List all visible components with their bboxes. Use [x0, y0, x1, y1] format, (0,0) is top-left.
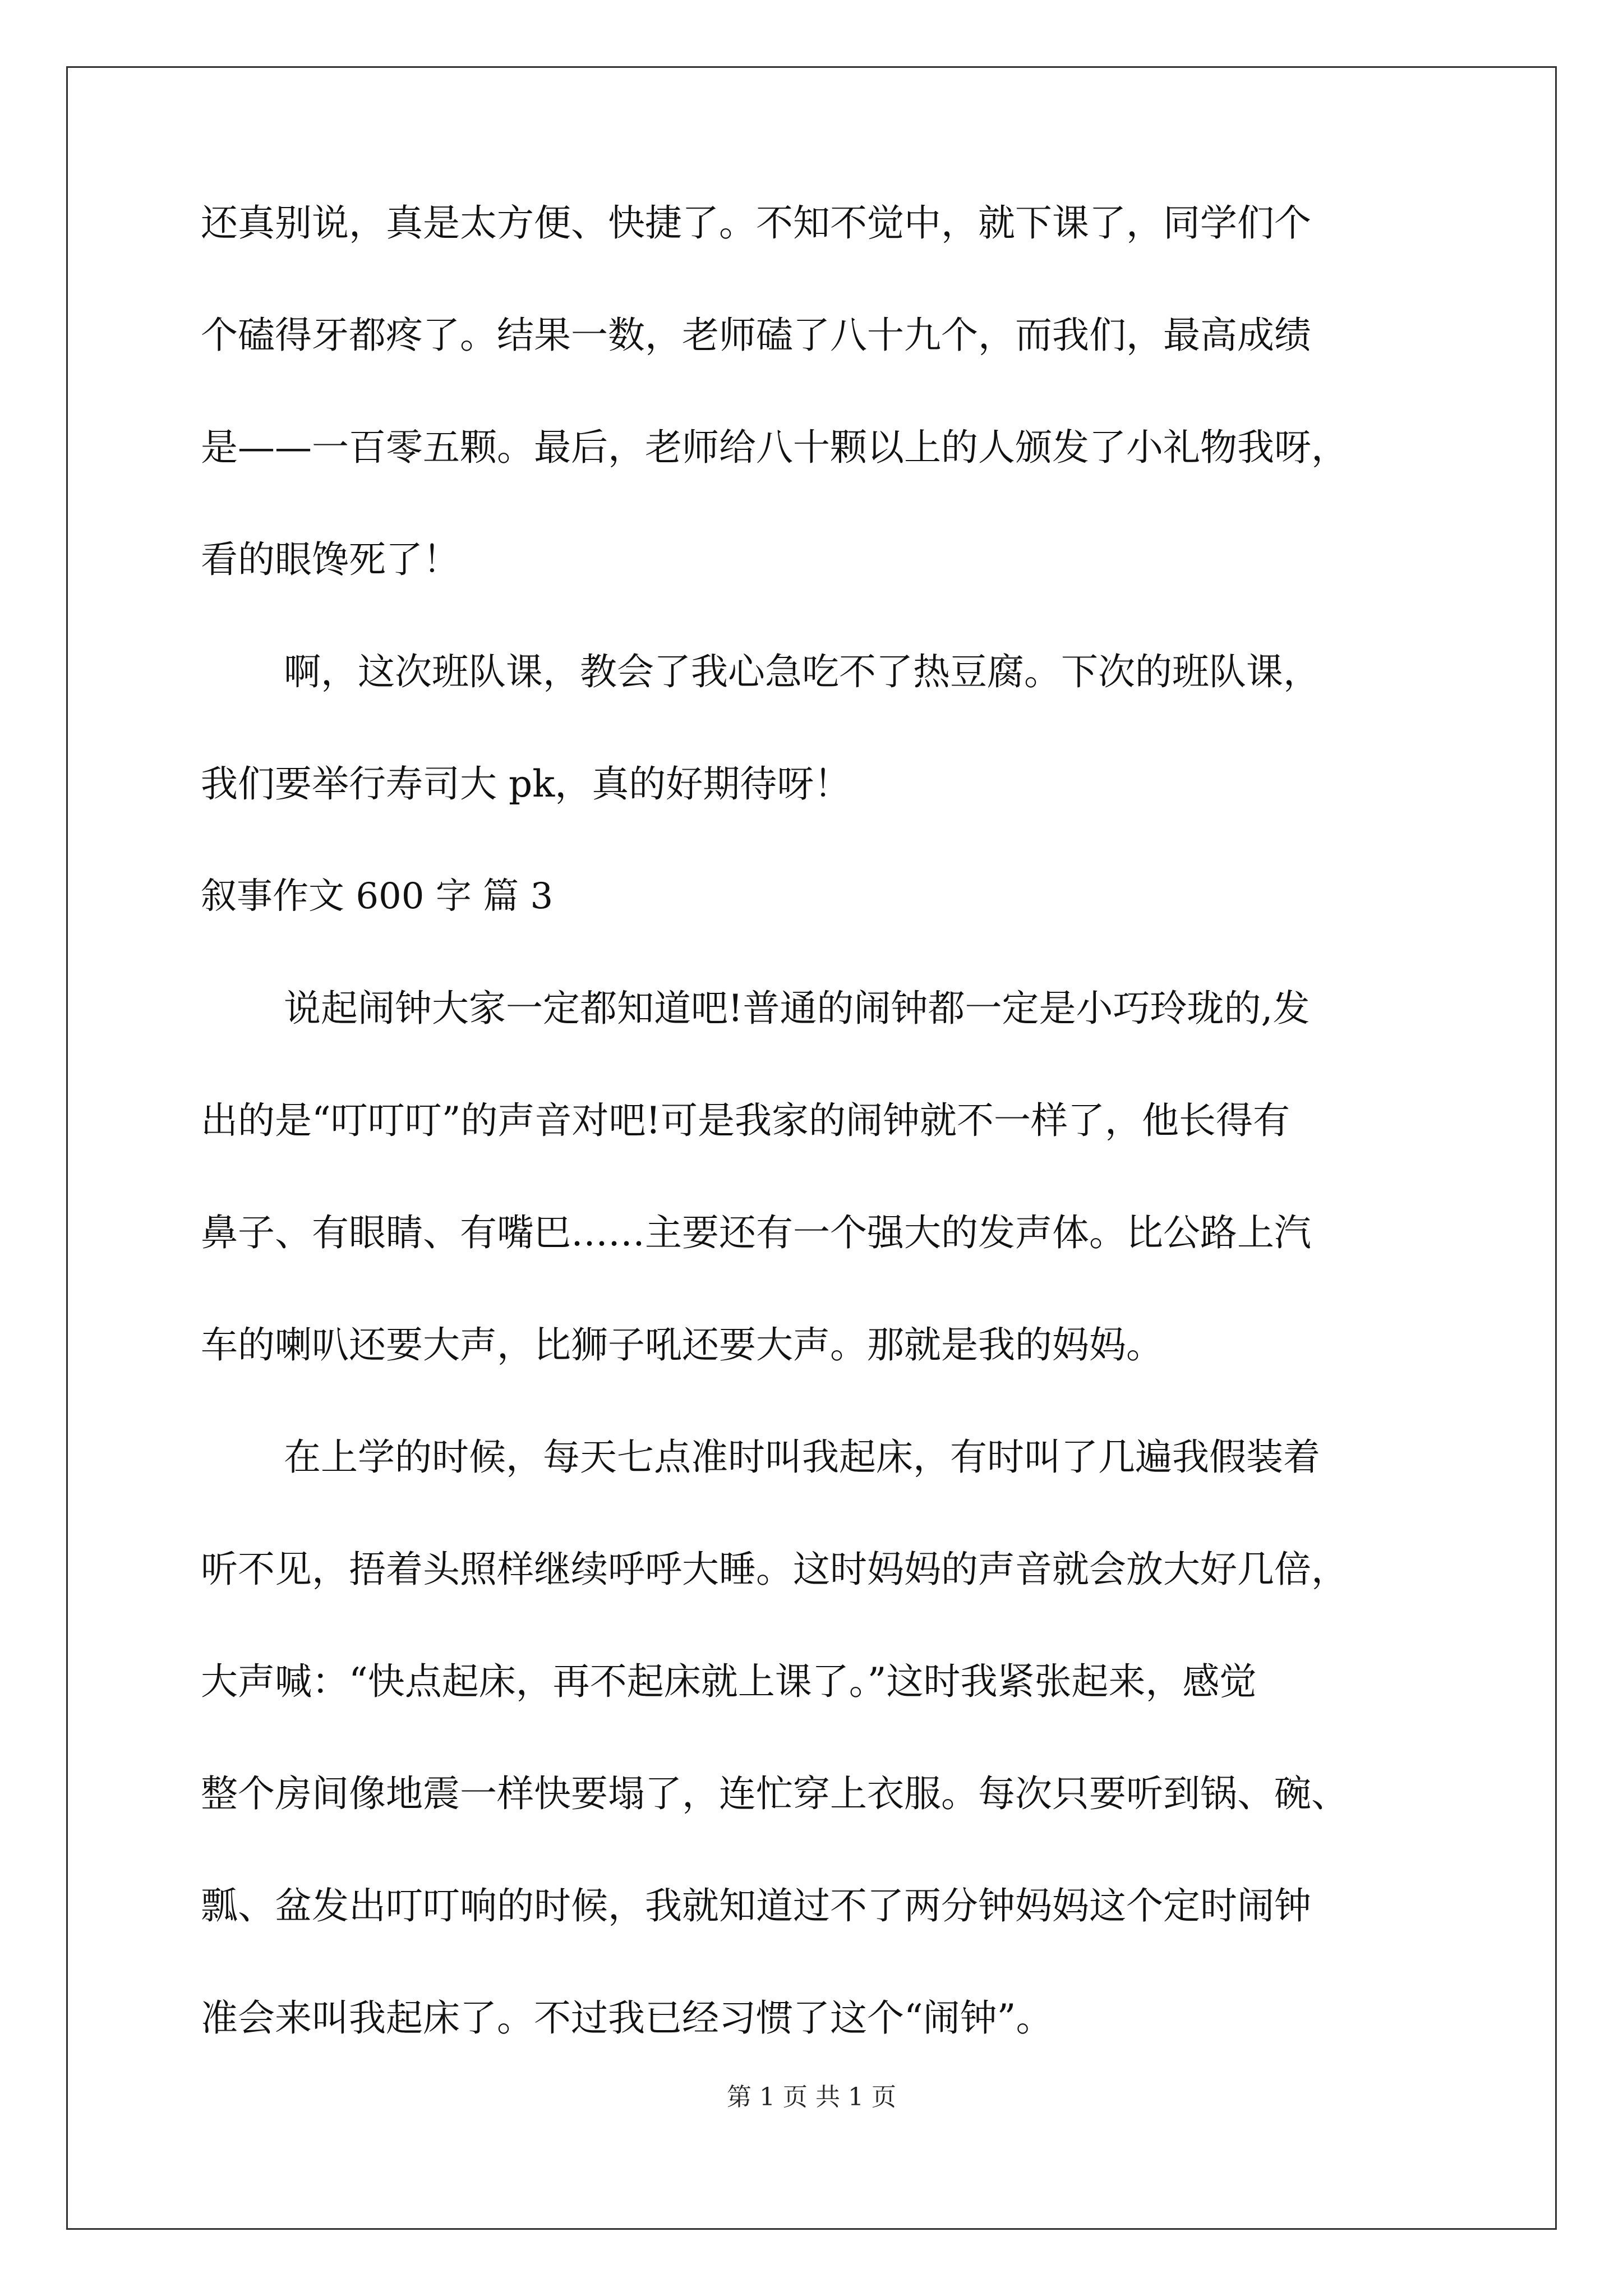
- text-line: 个磕得牙都疼了。结果一数，老师磕了八十九个，而我们，最高成绩: [201, 314, 1311, 357]
- text-line: 鼻子、有眼睛、有嘴巴……主要还有一个强大的发声体。比公路上汽: [201, 1211, 1311, 1254]
- paragraph-start-line: 说起闹钟大家一定都知道吧!普通的闹钟都一定是小巧玲珑的,发: [284, 987, 1310, 1030]
- page-number-footer: 第 1 页 共 1 页: [727, 2083, 896, 2111]
- text-line: 还真别说，真是太方便、快捷了。不知不觉中，就下课了，同学们个: [201, 201, 1311, 245]
- paragraph-start-line: 啊，这次班队课，教会了我心急吃不了热豆腐。下次的班队课，: [284, 650, 1320, 693]
- text-line: 车的喇叭还要大声，比狮子吼还要大声。那就是我的妈妈。: [201, 1323, 1163, 1366]
- text-line: 听不见，捂着头照样继续呼呼大睡。这时妈妈的声音就会放大好几倍，: [201, 1548, 1348, 1591]
- paragraph-start-line: 在上学的时候，每天七点准时叫我起床，有时叫了几遍我假装着: [284, 1435, 1320, 1479]
- section-heading: 叙事作文 600 字 篇 3: [201, 876, 554, 917]
- text-line: 我们要举行寿司大 pk，真的好期待呀！: [201, 762, 851, 806]
- text-line: 瓢、盆发出叮叮响的时候，我就知道过不了两分钟妈妈这个定时闹钟: [201, 1884, 1311, 1927]
- text-line: 看的眼馋死了！: [201, 538, 460, 581]
- text-line: 出的是“叮叮叮”的声音对吧!可是我家的闹钟就不一样了，他长得有: [201, 1099, 1290, 1142]
- document-body: [201, 202, 1440, 2109]
- text-line: 大声喊：“快点起床，再不起床就上课了。”这时我紧张起来，感觉: [201, 1660, 1257, 1703]
- text-line: 整个房间像地震一样快要塌了，连忙穿上衣服。每次只要听到锅、碗、: [201, 1772, 1348, 1815]
- text-line: 是——一百零五颗。最后，老师给八十颗以上的人颁发了小礼物我呀，: [201, 426, 1348, 469]
- text-line: 准会来叫我起床了。不过我已经习惯了这个“闹钟”。: [201, 1996, 1053, 2040]
